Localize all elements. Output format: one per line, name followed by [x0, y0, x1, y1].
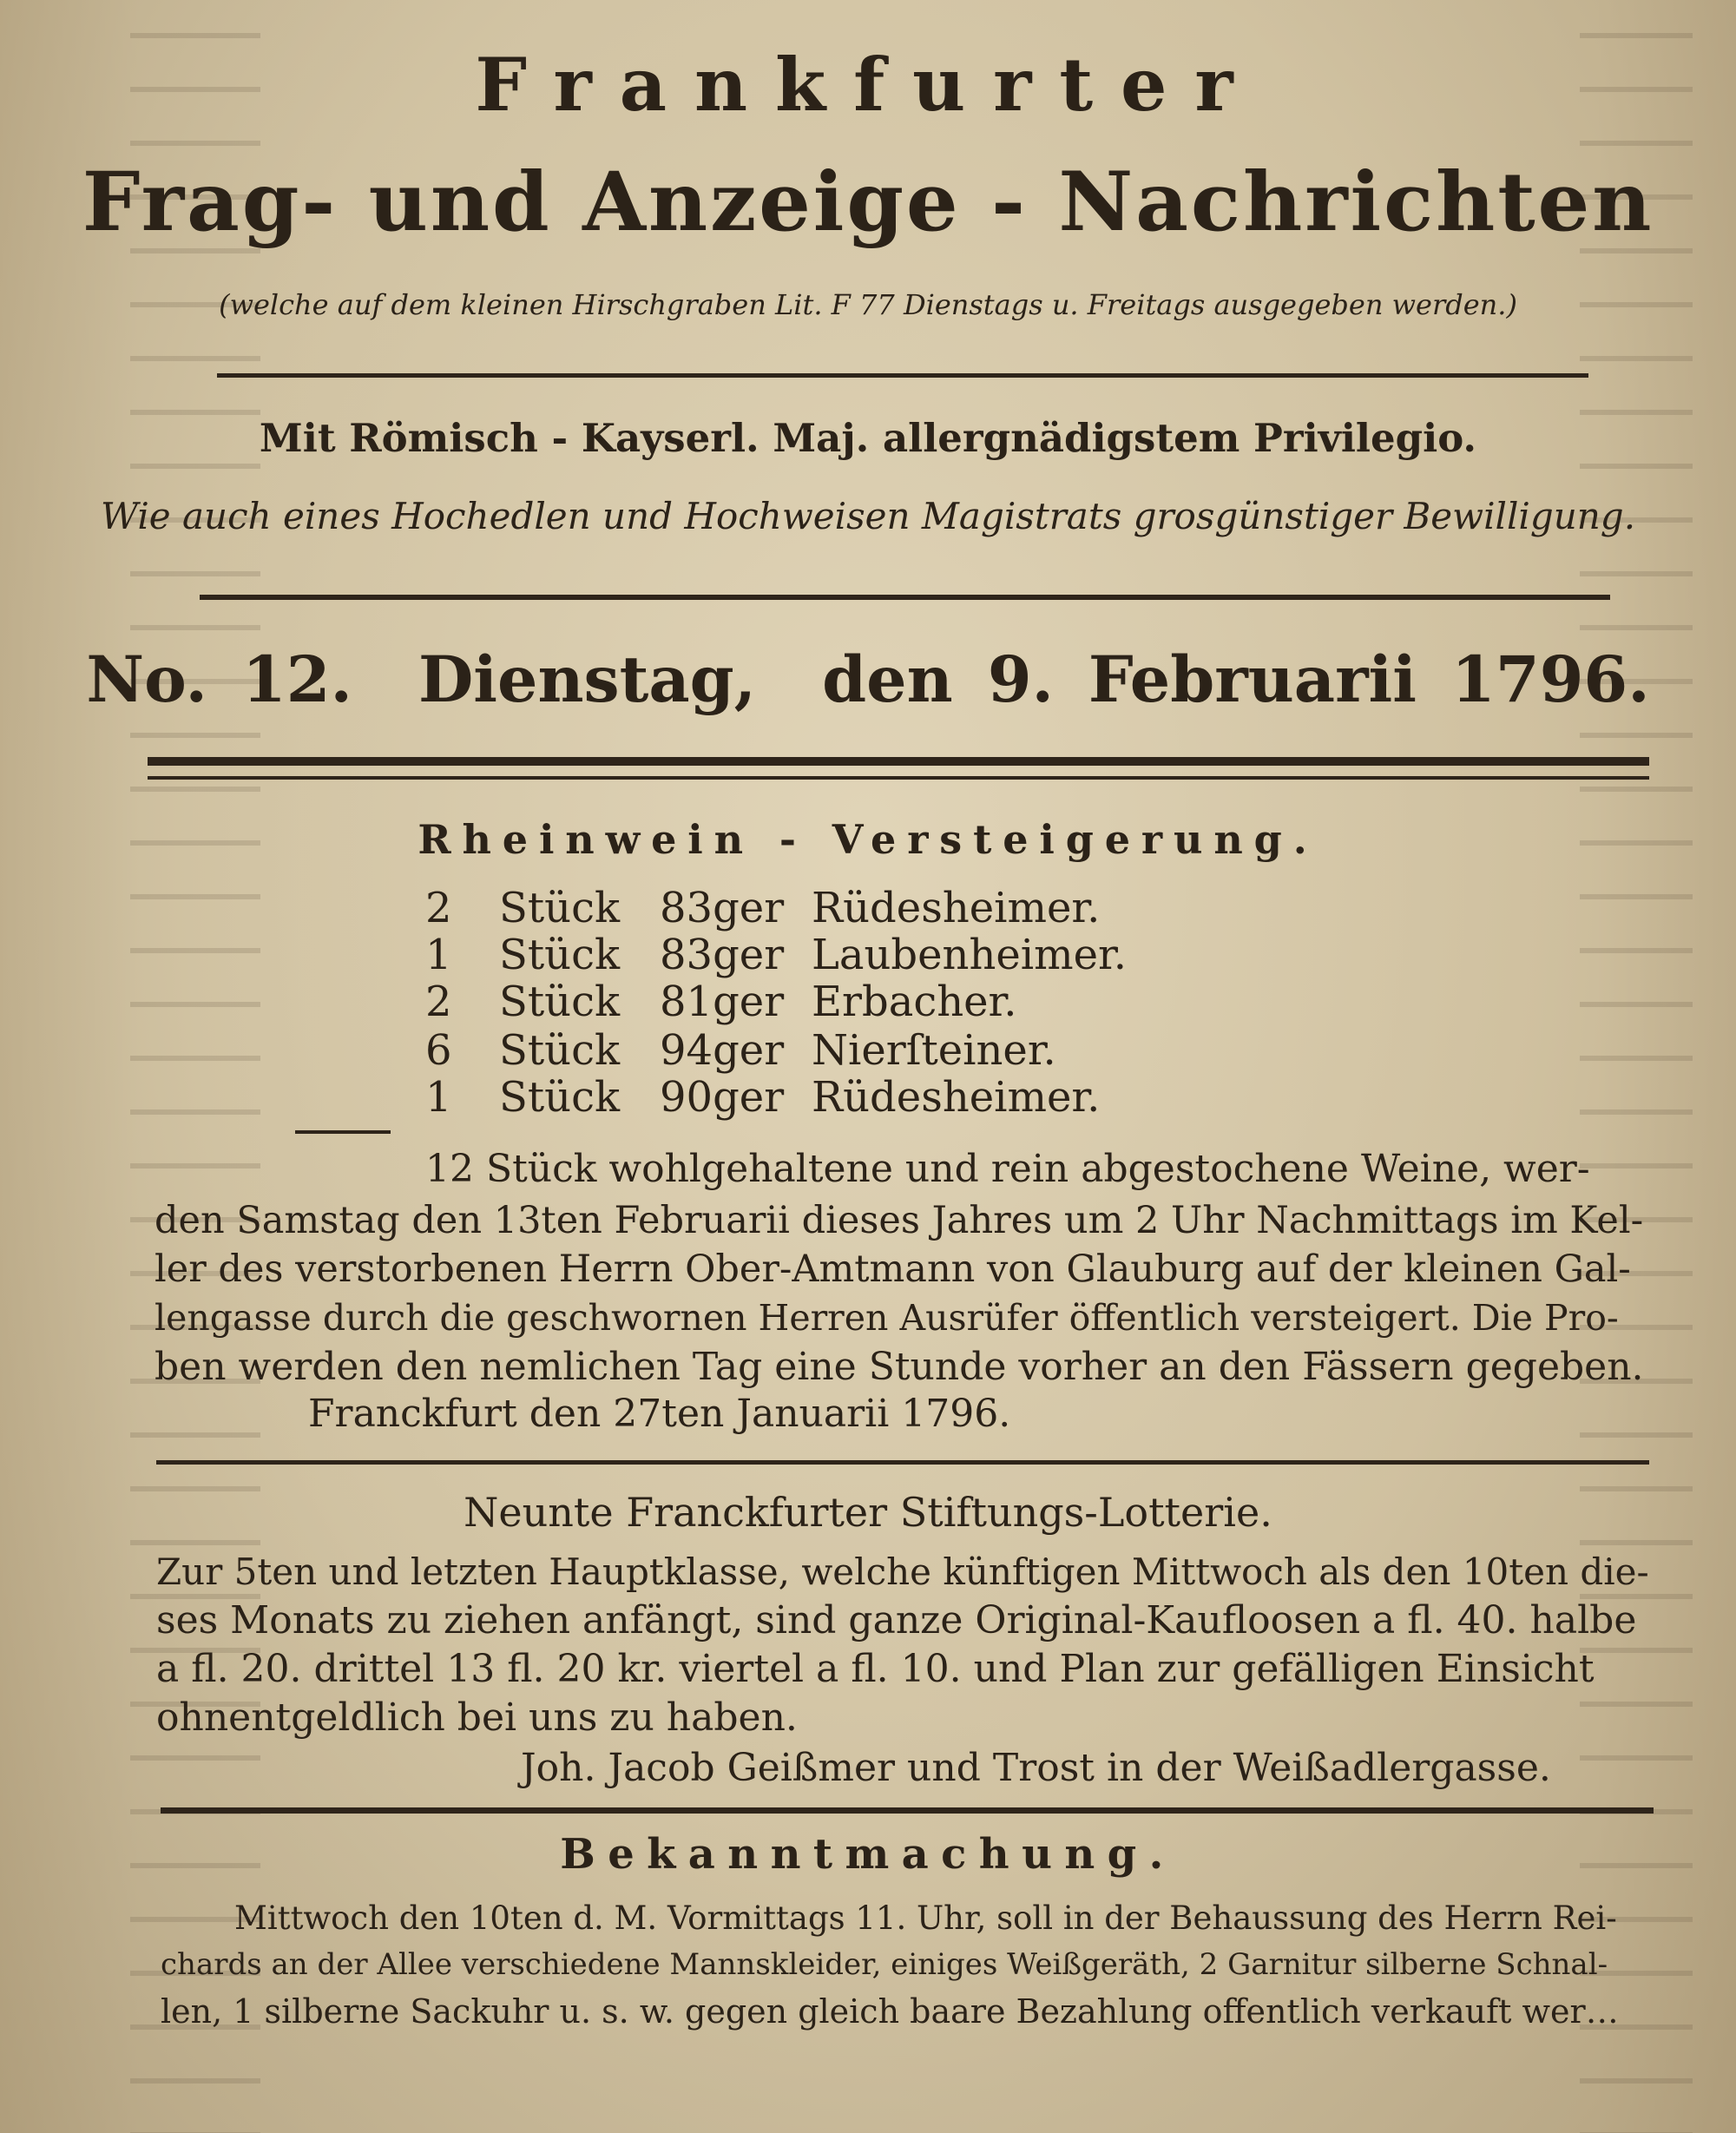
- wine-year: 81ger: [660, 978, 785, 1026]
- wine-year: 90ger: [660, 1073, 785, 1122]
- lotterie-body-line: a fl. 20. drittel 13 fl. 20 kr. viertel a fl. 10. und Plan zur gefälligen Einsicht: [156, 1647, 1595, 1691]
- lotterie-body-line: Zur 5ten und letzten Hauptklasse, welche künftigen Mittwoch als den 10ten die-: [156, 1550, 1649, 1593]
- masthead-line1: Frankfurter: [475, 42, 1261, 128]
- wine-count: 1: [425, 1073, 452, 1122]
- wine-count: 2: [425, 884, 452, 932]
- rule-3-thin: [148, 776, 1649, 780]
- wine-count: 1: [425, 931, 452, 979]
- wine-name: Laubenheimer.: [812, 931, 1127, 979]
- wine-unit: Stück: [499, 1026, 621, 1075]
- privilege-line-1: Mit Römisch - Kayserl. Maj. allergnädigstem Privilegio.: [259, 415, 1477, 461]
- privilege-line-2: Wie auch eines Hochedlen und Hochweisen Magistrats grosgünstiger Bewilligung.: [100, 495, 1636, 537]
- issue-number: No. 12.: [86, 642, 352, 717]
- rule-5: [161, 1807, 1654, 1814]
- issue-line: [0, 642, 1736, 717]
- rheinwein-heading: Rheinwein - Versteigerung.: [418, 816, 1318, 863]
- masthead-subtitle: (welche auf dem kleinen Hirschgraben Lit. F 77 Dienstags u. Freitags ausgegeben werden.): [219, 288, 1517, 321]
- lotterie-body-line: ohnentgeldlich bei uns zu haben.: [156, 1695, 798, 1740]
- wine-unit: Stück: [499, 884, 621, 932]
- rule-1: [217, 373, 1588, 378]
- rule-3-thick: [148, 757, 1649, 766]
- wine-count: 2: [425, 978, 452, 1026]
- wine-year: 83ger: [660, 931, 785, 979]
- wine-name: Nierſteiner.: [812, 1026, 1056, 1075]
- masthead-title: Frag- und Anzeige - Nachrichten: [82, 155, 1654, 250]
- rheinwein-dateline: Franckfurt den 27ten Januarii 1796.: [308, 1392, 1011, 1436]
- wine-year: 83ger: [660, 884, 785, 932]
- bekanntmachung-heading: Bekanntmachung.: [560, 1830, 1176, 1879]
- wine-name: Rüdesheimer.: [812, 884, 1101, 932]
- wine-unit: Stück: [499, 978, 621, 1026]
- wine-unit: Stück: [499, 931, 621, 979]
- wine-count: 6: [425, 1026, 452, 1075]
- wine-unit: Stück: [499, 1073, 621, 1122]
- rule-2: [200, 595, 1610, 600]
- bekanntmachung-body-line: chards an der Allee verschiedene Mannskleider, einiges Weißgeräth, 2 Garnitur silberne Schnal-: [161, 1947, 1608, 1982]
- wine-name: Rüdesheimer.: [812, 1073, 1101, 1122]
- wine-year: 94ger: [660, 1026, 785, 1075]
- rheinwein-body-line: ler des verstorbenen Herrn Ober-Amtmann von Glauburg auf der kleinen Gal-: [155, 1248, 1631, 1291]
- wine-name: Erbacher.: [812, 978, 1017, 1026]
- rheinwein-body-line: den Samstag den 13ten Februarii dieses Jahres um 2 Uhr Nachmittags im Kel-: [155, 1199, 1644, 1242]
- bekanntmachung-body-line: Mittwoch den 10ten d. M. Vormittags 11. Uhr, soll in der Behaussung des Herrn Rei-: [234, 1899, 1617, 1937]
- sum-rule: [295, 1130, 391, 1134]
- rheinwein-body-line: 12 Stück wohlgehaltene und rein abgestochene Weine, wer-: [425, 1147, 1590, 1191]
- lotterie-heading: Neunte Franckfurter Stiftungs-Lotterie.: [464, 1489, 1272, 1536]
- rule-4: [156, 1460, 1649, 1465]
- lotterie-body-line: ses Monats zu ziehen anfängt, sind ganze Original-Kaufloosen a fl. 40. halbe: [156, 1598, 1637, 1643]
- lotterie-signature: Joh. Jacob Geißmer und Trost in der Weißadlergasse.: [521, 1746, 1551, 1790]
- bekanntmachung-body-line: len, 1 silberne Sackuhr u. s. w. gegen gleich baare Bezahlung offentlich verkauft wer…: [161, 1992, 1619, 2031]
- issue-date: den 9. Februarii 1796.: [822, 642, 1650, 717]
- rheinwein-body-line: lengasse durch die geschwornen Herren Ausrüfer öffentlich versteigert. Die Pro-: [155, 1297, 1619, 1339]
- issue-day: Dienstag,: [418, 642, 757, 717]
- rheinwein-body-line: ben werden den nemlichen Tag eine Stunde vorher an den Fässern gegeben.: [155, 1345, 1644, 1389]
